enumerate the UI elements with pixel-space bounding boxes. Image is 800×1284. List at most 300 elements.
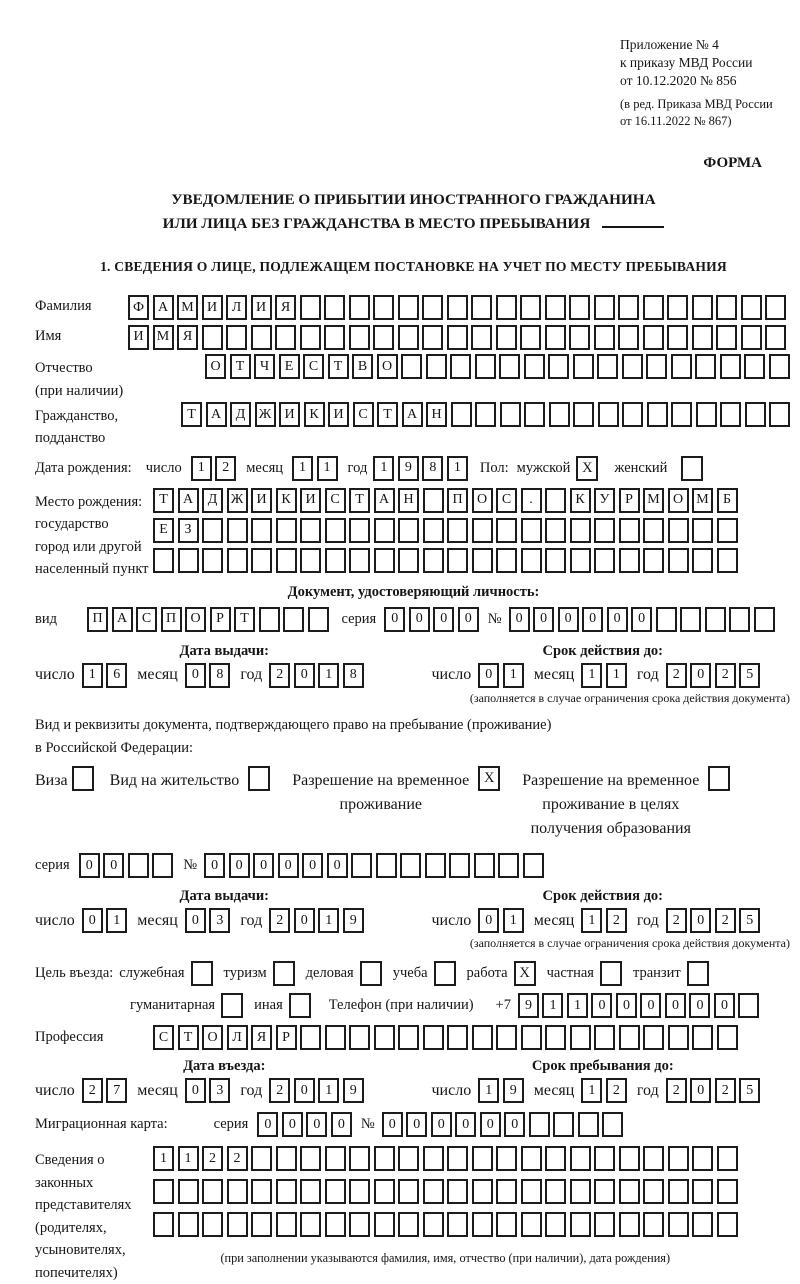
char-box[interactable]: 2 xyxy=(606,1078,627,1103)
char-box[interactable] xyxy=(578,1112,599,1137)
char-box[interactable] xyxy=(227,1179,248,1204)
char-box[interactable] xyxy=(376,853,397,878)
char-box[interactable] xyxy=(178,548,199,573)
char-box[interactable] xyxy=(619,1179,640,1204)
char-box[interactable]: 9 xyxy=(503,1078,524,1103)
char-box[interactable] xyxy=(496,1212,517,1237)
char-box[interactable]: А xyxy=(402,402,423,427)
char-box[interactable]: О xyxy=(202,1025,223,1050)
char-box[interactable]: 1 xyxy=(503,663,524,688)
char-box[interactable]: Т xyxy=(377,402,398,427)
char-box[interactable] xyxy=(425,853,446,878)
char-box[interactable] xyxy=(374,1179,395,1204)
char-box[interactable] xyxy=(422,295,443,320)
char-box[interactable]: 2 xyxy=(227,1146,248,1171)
char-box[interactable]: 2 xyxy=(666,663,687,688)
purpose-humanitarian-checkbox[interactable] xyxy=(221,993,243,1018)
purpose-other-checkbox[interactable] xyxy=(289,993,311,1018)
char-box[interactable] xyxy=(524,402,545,427)
char-box[interactable] xyxy=(374,548,395,573)
char-box[interactable]: 1 xyxy=(581,908,602,933)
char-box[interactable] xyxy=(646,354,667,379)
char-box[interactable]: 0 xyxy=(185,908,206,933)
char-box[interactable]: 1 xyxy=(478,1078,499,1103)
char-box[interactable]: Я xyxy=(177,325,198,350)
char-box[interactable] xyxy=(668,1025,689,1050)
char-box[interactable]: И xyxy=(202,295,223,320)
char-box[interactable] xyxy=(300,1146,321,1171)
char-box[interactable]: 0 xyxy=(631,607,652,632)
char-box[interactable] xyxy=(643,1146,664,1171)
char-box[interactable]: 1 xyxy=(581,1078,602,1103)
char-box[interactable] xyxy=(754,607,775,632)
char-box[interactable] xyxy=(447,548,468,573)
char-box[interactable]: 0 xyxy=(690,908,711,933)
char-box[interactable] xyxy=(717,1025,738,1050)
char-box[interactable] xyxy=(553,1112,574,1137)
char-box[interactable]: А xyxy=(206,402,227,427)
char-box[interactable]: 0 xyxy=(331,1112,352,1137)
char-box[interactable]: Н xyxy=(398,488,419,513)
char-box[interactable]: 1 xyxy=(153,1146,174,1171)
char-box[interactable]: 3 xyxy=(209,1078,230,1103)
char-box[interactable] xyxy=(496,518,517,543)
char-box[interactable] xyxy=(423,1025,444,1050)
char-box[interactable]: 2 xyxy=(82,1078,103,1103)
char-box[interactable] xyxy=(520,295,541,320)
char-box[interactable]: 2 xyxy=(666,1078,687,1103)
char-box[interactable]: 0 xyxy=(533,607,554,632)
char-box[interactable] xyxy=(423,488,444,513)
char-box[interactable]: 0 xyxy=(582,607,603,632)
char-box[interactable] xyxy=(548,354,569,379)
char-box[interactable]: М xyxy=(177,295,198,320)
char-box[interactable] xyxy=(300,325,321,350)
char-box[interactable] xyxy=(619,1146,640,1171)
char-box[interactable]: 2 xyxy=(269,908,290,933)
char-box[interactable] xyxy=(695,354,716,379)
char-box[interactable]: 0 xyxy=(480,1112,501,1137)
char-box[interactable] xyxy=(570,518,591,543)
char-box[interactable] xyxy=(496,548,517,573)
char-box[interactable] xyxy=(423,548,444,573)
char-box[interactable]: 0 xyxy=(458,607,479,632)
purpose-tourism-checkbox[interactable] xyxy=(273,961,295,986)
char-box[interactable] xyxy=(523,853,544,878)
char-box[interactable] xyxy=(717,1179,738,1204)
char-box[interactable] xyxy=(447,518,468,543)
char-box[interactable] xyxy=(569,295,590,320)
char-box[interactable] xyxy=(692,1025,713,1050)
char-box[interactable] xyxy=(178,1179,199,1204)
char-box[interactable] xyxy=(276,1179,297,1204)
char-box[interactable]: О xyxy=(668,488,689,513)
char-box[interactable]: 0 xyxy=(509,607,530,632)
char-box[interactable]: А xyxy=(153,295,174,320)
char-box[interactable]: 8 xyxy=(422,456,443,481)
char-box[interactable] xyxy=(202,325,223,350)
char-box[interactable]: 2 xyxy=(269,663,290,688)
char-box[interactable] xyxy=(499,354,520,379)
char-box[interactable] xyxy=(227,518,248,543)
char-box[interactable] xyxy=(720,402,741,427)
char-box[interactable] xyxy=(521,1146,542,1171)
char-box[interactable] xyxy=(227,548,248,573)
char-box[interactable] xyxy=(594,1025,615,1050)
char-box[interactable]: 0 xyxy=(406,1112,427,1137)
char-box[interactable] xyxy=(447,1212,468,1237)
char-box[interactable] xyxy=(227,1212,248,1237)
char-box[interactable]: М xyxy=(692,488,713,513)
char-box[interactable]: Р xyxy=(276,1025,297,1050)
char-box[interactable]: Т xyxy=(234,607,255,632)
char-box[interactable]: 1 xyxy=(447,456,468,481)
char-box[interactable] xyxy=(671,354,692,379)
char-box[interactable] xyxy=(594,1146,615,1171)
char-box[interactable] xyxy=(643,548,664,573)
char-box[interactable] xyxy=(643,295,664,320)
char-box[interactable] xyxy=(398,1179,419,1204)
char-box[interactable]: Д xyxy=(202,488,223,513)
char-box[interactable] xyxy=(398,1212,419,1237)
char-box[interactable] xyxy=(351,853,372,878)
char-box[interactable] xyxy=(594,518,615,543)
char-box[interactable] xyxy=(251,1212,272,1237)
char-box[interactable]: Т xyxy=(153,488,174,513)
purpose-work-checkbox[interactable]: X xyxy=(514,961,536,986)
char-box[interactable] xyxy=(668,1212,689,1237)
char-box[interactable] xyxy=(545,1212,566,1237)
char-box[interactable]: Т xyxy=(181,402,202,427)
char-box[interactable] xyxy=(202,518,223,543)
char-box[interactable] xyxy=(656,607,677,632)
char-box[interactable] xyxy=(545,1025,566,1050)
char-box[interactable] xyxy=(545,1146,566,1171)
char-box[interactable] xyxy=(447,295,468,320)
char-box[interactable]: П xyxy=(87,607,108,632)
char-box[interactable] xyxy=(374,1146,395,1171)
char-box[interactable] xyxy=(570,548,591,573)
char-box[interactable] xyxy=(398,1025,419,1050)
char-box[interactable] xyxy=(496,325,517,350)
char-box[interactable]: 1 xyxy=(567,993,588,1018)
char-box[interactable] xyxy=(276,1212,297,1237)
char-box[interactable]: И xyxy=(300,488,321,513)
char-box[interactable] xyxy=(153,1179,174,1204)
char-box[interactable] xyxy=(128,853,149,878)
char-box[interactable]: 5 xyxy=(739,908,760,933)
char-box[interactable] xyxy=(471,295,492,320)
char-box[interactable]: 9 xyxy=(343,908,364,933)
char-box[interactable]: 1 xyxy=(581,663,602,688)
char-box[interactable] xyxy=(545,295,566,320)
char-box[interactable] xyxy=(400,853,421,878)
char-box[interactable]: 0 xyxy=(294,908,315,933)
char-box[interactable] xyxy=(619,548,640,573)
char-box[interactable]: 0 xyxy=(504,1112,525,1137)
char-box[interactable]: 0 xyxy=(714,993,735,1018)
char-box[interactable] xyxy=(401,354,422,379)
char-box[interactable] xyxy=(545,488,566,513)
temp-residence-education-checkbox[interactable] xyxy=(708,766,730,791)
sex-female-checkbox[interactable] xyxy=(681,456,703,481)
char-box[interactable] xyxy=(529,1112,550,1137)
char-box[interactable] xyxy=(423,1212,444,1237)
char-box[interactable] xyxy=(741,295,762,320)
char-box[interactable]: 8 xyxy=(209,663,230,688)
char-box[interactable]: Т xyxy=(230,354,251,379)
char-box[interactable]: А xyxy=(178,488,199,513)
char-box[interactable] xyxy=(373,295,394,320)
char-box[interactable] xyxy=(472,548,493,573)
char-box[interactable] xyxy=(570,1179,591,1204)
char-box[interactable]: 1 xyxy=(82,663,103,688)
char-box[interactable] xyxy=(373,325,394,350)
char-box[interactable]: 0 xyxy=(409,607,430,632)
char-box[interactable] xyxy=(374,1025,395,1050)
char-box[interactable] xyxy=(643,518,664,543)
char-box[interactable]: С xyxy=(325,488,346,513)
char-box[interactable] xyxy=(251,1146,272,1171)
char-box[interactable]: Т xyxy=(328,354,349,379)
char-box[interactable]: Л xyxy=(226,295,247,320)
char-box[interactable] xyxy=(349,295,370,320)
char-box[interactable] xyxy=(521,1025,542,1050)
char-box[interactable]: С xyxy=(153,1025,174,1050)
char-box[interactable]: 0 xyxy=(690,1078,711,1103)
char-box[interactable] xyxy=(668,548,689,573)
char-box[interactable]: К xyxy=(570,488,591,513)
char-box[interactable]: Д xyxy=(230,402,251,427)
char-box[interactable] xyxy=(549,402,570,427)
char-box[interactable] xyxy=(570,1025,591,1050)
char-box[interactable]: 1 xyxy=(106,908,127,933)
char-box[interactable]: Б xyxy=(717,488,738,513)
char-box[interactable]: С xyxy=(496,488,517,513)
char-box[interactable] xyxy=(496,1025,517,1050)
char-box[interactable]: М xyxy=(643,488,664,513)
char-box[interactable]: С xyxy=(136,607,157,632)
char-box[interactable] xyxy=(423,1179,444,1204)
char-box[interactable]: 0 xyxy=(294,1078,315,1103)
char-box[interactable]: П xyxy=(161,607,182,632)
char-box[interactable]: 2 xyxy=(715,908,736,933)
char-box[interactable] xyxy=(738,993,759,1018)
char-box[interactable]: И xyxy=(251,295,272,320)
char-box[interactable] xyxy=(647,402,668,427)
char-box[interactable]: 9 xyxy=(343,1078,364,1103)
char-box[interactable]: 2 xyxy=(606,908,627,933)
char-box[interactable] xyxy=(692,518,713,543)
char-box[interactable]: 0 xyxy=(384,607,405,632)
char-box[interactable] xyxy=(594,1212,615,1237)
char-box[interactable] xyxy=(447,325,468,350)
char-box[interactable]: 0 xyxy=(185,1078,206,1103)
char-box[interactable] xyxy=(498,853,519,878)
char-box[interactable] xyxy=(398,325,419,350)
char-box[interactable] xyxy=(717,1146,738,1171)
char-box[interactable] xyxy=(692,1146,713,1171)
char-box[interactable] xyxy=(202,548,223,573)
char-box[interactable] xyxy=(325,548,346,573)
char-box[interactable]: 0 xyxy=(558,607,579,632)
char-box[interactable]: 1 xyxy=(318,1078,339,1103)
char-box[interactable]: 0 xyxy=(616,993,637,1018)
char-box[interactable]: И xyxy=(279,402,300,427)
char-box[interactable] xyxy=(300,1025,321,1050)
char-box[interactable] xyxy=(202,1179,223,1204)
char-box[interactable] xyxy=(716,325,737,350)
char-box[interactable]: В xyxy=(352,354,373,379)
char-box[interactable] xyxy=(643,325,664,350)
char-box[interactable] xyxy=(717,1212,738,1237)
char-box[interactable] xyxy=(449,853,470,878)
residence-permit-checkbox[interactable] xyxy=(248,766,270,791)
char-box[interactable] xyxy=(618,325,639,350)
char-box[interactable] xyxy=(720,354,741,379)
char-box[interactable]: 0 xyxy=(79,853,100,878)
char-box[interactable] xyxy=(570,1146,591,1171)
char-box[interactable] xyxy=(545,325,566,350)
char-box[interactable] xyxy=(300,548,321,573)
char-box[interactable]: О xyxy=(472,488,493,513)
char-box[interactable] xyxy=(545,1179,566,1204)
char-box[interactable] xyxy=(622,402,643,427)
char-box[interactable] xyxy=(692,295,713,320)
char-box[interactable]: 0 xyxy=(591,993,612,1018)
char-box[interactable]: 0 xyxy=(327,853,348,878)
char-box[interactable]: Т xyxy=(349,488,370,513)
char-box[interactable]: 0 xyxy=(103,853,124,878)
char-box[interactable] xyxy=(545,518,566,543)
char-box[interactable]: М xyxy=(153,325,174,350)
char-box[interactable]: П xyxy=(447,488,468,513)
char-box[interactable] xyxy=(324,325,345,350)
char-box[interactable]: 0 xyxy=(640,993,661,1018)
char-box[interactable]: Ф xyxy=(128,295,149,320)
char-box[interactable] xyxy=(349,518,370,543)
char-box[interactable]: О xyxy=(185,607,206,632)
purpose-study-checkbox[interactable] xyxy=(434,961,456,986)
char-box[interactable] xyxy=(622,354,643,379)
char-box[interactable]: 5 xyxy=(739,663,760,688)
char-box[interactable] xyxy=(671,402,692,427)
char-box[interactable] xyxy=(251,548,272,573)
char-box[interactable] xyxy=(349,1179,370,1204)
char-box[interactable]: 1 xyxy=(606,663,627,688)
char-box[interactable] xyxy=(152,853,173,878)
char-box[interactable] xyxy=(692,548,713,573)
char-box[interactable]: Ж xyxy=(255,402,276,427)
char-box[interactable] xyxy=(349,325,370,350)
char-box[interactable] xyxy=(692,1212,713,1237)
char-box[interactable] xyxy=(451,402,472,427)
char-box[interactable]: 8 xyxy=(343,663,364,688)
char-box[interactable] xyxy=(325,1025,346,1050)
char-box[interactable]: 0 xyxy=(82,908,103,933)
char-box[interactable]: 0 xyxy=(382,1112,403,1137)
char-box[interactable] xyxy=(569,325,590,350)
char-box[interactable] xyxy=(450,354,471,379)
char-box[interactable]: О xyxy=(205,354,226,379)
char-box[interactable] xyxy=(619,1025,640,1050)
char-box[interactable]: 1 xyxy=(317,456,338,481)
char-box[interactable]: 0 xyxy=(302,853,323,878)
char-box[interactable]: 1 xyxy=(178,1146,199,1171)
char-box[interactable]: 1 xyxy=(292,456,313,481)
char-box[interactable]: Ж xyxy=(227,488,248,513)
char-box[interactable]: З xyxy=(178,518,199,543)
char-box[interactable] xyxy=(668,518,689,543)
char-box[interactable] xyxy=(692,1179,713,1204)
char-box[interactable] xyxy=(300,295,321,320)
char-box[interactable]: 2 xyxy=(202,1146,223,1171)
char-box[interactable] xyxy=(472,1146,493,1171)
char-box[interactable]: 0 xyxy=(665,993,686,1018)
char-box[interactable]: А xyxy=(112,607,133,632)
char-box[interactable]: 0 xyxy=(607,607,628,632)
char-box[interactable]: 2 xyxy=(666,908,687,933)
char-box[interactable] xyxy=(524,354,545,379)
char-box[interactable] xyxy=(619,1212,640,1237)
char-box[interactable] xyxy=(521,1179,542,1204)
char-box[interactable]: 2 xyxy=(269,1078,290,1103)
char-box[interactable] xyxy=(325,1212,346,1237)
char-box[interactable]: 0 xyxy=(253,853,274,878)
char-box[interactable]: Л xyxy=(227,1025,248,1050)
char-box[interactable] xyxy=(692,325,713,350)
char-box[interactable] xyxy=(251,325,272,350)
char-box[interactable]: 1 xyxy=(191,456,212,481)
char-box[interactable] xyxy=(308,607,329,632)
char-box[interactable]: И xyxy=(328,402,349,427)
char-box[interactable] xyxy=(643,1212,664,1237)
char-box[interactable]: 0 xyxy=(690,663,711,688)
char-box[interactable] xyxy=(643,1179,664,1204)
char-box[interactable]: О xyxy=(377,354,398,379)
char-box[interactable] xyxy=(594,1179,615,1204)
char-box[interactable] xyxy=(716,295,737,320)
char-box[interactable] xyxy=(422,325,443,350)
char-box[interactable] xyxy=(598,402,619,427)
char-box[interactable] xyxy=(573,402,594,427)
char-box[interactable] xyxy=(765,325,786,350)
char-box[interactable]: Т xyxy=(178,1025,199,1050)
char-box[interactable]: Ч xyxy=(254,354,275,379)
char-box[interactable]: 0 xyxy=(204,853,225,878)
char-box[interactable] xyxy=(769,402,790,427)
char-box[interactable] xyxy=(619,518,640,543)
char-box[interactable] xyxy=(741,325,762,350)
char-box[interactable]: 1 xyxy=(318,908,339,933)
char-box[interactable] xyxy=(521,548,542,573)
char-box[interactable]: 0 xyxy=(689,993,710,1018)
char-box[interactable] xyxy=(570,1212,591,1237)
char-box[interactable] xyxy=(300,518,321,543)
char-box[interactable]: Е xyxy=(279,354,300,379)
char-box[interactable] xyxy=(398,518,419,543)
char-box[interactable] xyxy=(423,1146,444,1171)
purpose-private-checkbox[interactable] xyxy=(600,961,622,986)
char-box[interactable] xyxy=(426,354,447,379)
char-box[interactable] xyxy=(696,402,717,427)
char-box[interactable] xyxy=(520,325,541,350)
char-box[interactable] xyxy=(765,295,786,320)
char-box[interactable] xyxy=(594,295,615,320)
char-box[interactable]: 2 xyxy=(715,1078,736,1103)
char-box[interactable]: У xyxy=(594,488,615,513)
char-box[interactable] xyxy=(276,548,297,573)
